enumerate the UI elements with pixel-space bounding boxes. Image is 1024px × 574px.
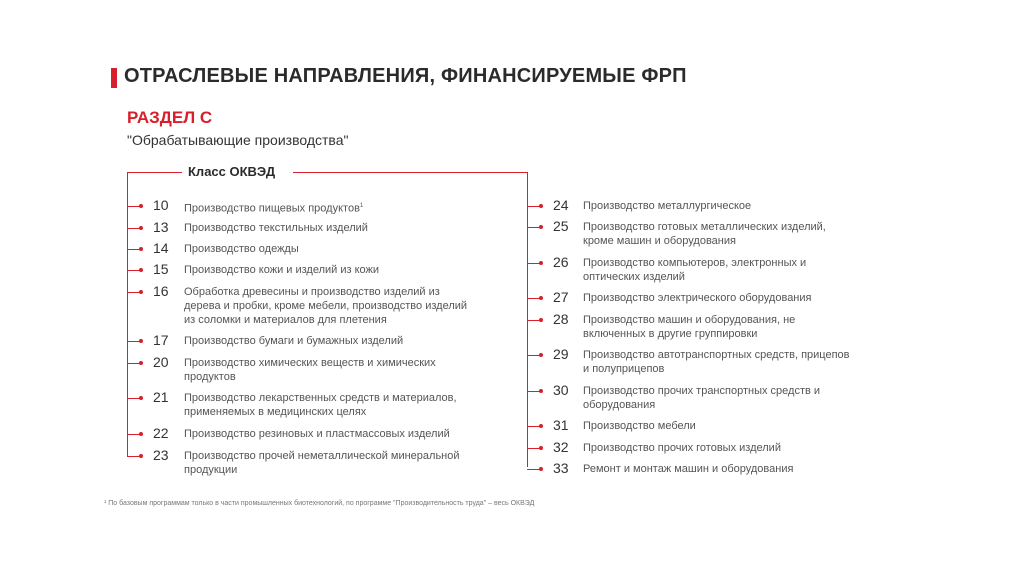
okved-description: Производство прочей неметаллической минеральной продукции [184,450,460,476]
item-dot-icon [539,225,543,229]
okved-class-label: Класс ОКВЭД [188,164,276,179]
okved-code: 16 [153,283,169,299]
okved-code: 31 [553,417,569,433]
page-title: ОТРАСЛЕВЫЕ НАПРАВЛЕНИЯ, ФИНАНСИРУЕМЫЕ ФРП [124,65,687,87]
item-dot-icon [139,226,143,230]
okved-code: 32 [553,439,569,455]
okved-description: Производство электрического оборудования [583,292,812,304]
item-dot-icon [139,247,143,251]
item-dot-icon [139,432,143,436]
okved-code: 26 [553,254,569,270]
okved-description: Производство прочих транспортных средств и оборудования [583,385,821,411]
okved-code: 28 [553,311,569,327]
okved-code: 10 [153,197,169,213]
okved-code: 23 [153,447,169,463]
okved-description: Производство бумаги и бумажных изделий [184,335,404,347]
okved-description: Производство мебели [583,420,696,432]
okved-description: Производство автотранспортных средств, прицепов и полуприцепов [583,349,850,375]
okved-code: 21 [153,389,169,405]
item-dot-icon [139,204,143,208]
section-title: РАЗДЕЛ С [127,108,213,127]
okved-code: 33 [553,460,569,476]
okved-description: Производство резиновых и пластмассовых изделий [184,428,450,440]
okved-description: Производство металлургическое [583,200,752,212]
item-dot-icon [539,261,543,265]
okved-code: 15 [153,261,169,277]
okved-code: 20 [153,354,169,370]
item-dot-icon [539,389,543,393]
item-dot-icon [139,454,143,458]
footnote: ¹ По базовым программам только в части промышленных биотехнологий, по программе "Производительность труда" – весь ОКВЭД [104,500,535,507]
okved-description: Производство одежды [184,243,299,255]
bracket-top-right [293,172,528,173]
okved-description: Производство прочих готовых изделий [583,442,781,454]
item-dot-icon [139,396,143,400]
okved-code: 24 [553,197,569,213]
bracket-top-left [127,172,182,173]
item-dot-icon [139,339,143,343]
item-dot-icon [539,467,543,471]
item-dot-icon [539,424,543,428]
footnote-marker: 1 [359,203,364,209]
okved-code: 27 [553,289,569,305]
okved-code: 13 [153,219,169,235]
left-bracket-line [127,172,128,456]
okved-code: 17 [153,332,169,348]
okved-code: 22 [153,425,169,441]
okved-description: Производство компьютеров, электронных и оптических изделий [583,257,807,283]
item-dot-icon [539,353,543,357]
okved-description: Производство пищевых продуктов$^1$ [184,202,364,215]
item-dot-icon [139,268,143,272]
okved-description: Производство лекарственных средств и материалов, применяемых в медицинских целях [184,392,457,418]
item-dot-icon [539,296,543,300]
okved-description: Производство текстильных изделий [184,222,368,234]
okved-description: Производство кожи и изделий из кожи [184,264,380,276]
item-dot-icon [539,204,543,208]
item-dot-icon [139,361,143,365]
okved-description: Производство химических веществ и химических продуктов [184,357,436,383]
item-dot-icon [139,290,143,294]
okved-code: 29 [553,346,569,362]
item-dot-icon [539,318,543,322]
okved-code: 30 [553,382,569,398]
okved-description: Ремонт и монтаж машин и оборудования [583,463,794,475]
okved-description: Производство машин и оборудования, не включенных в другие группировки [583,314,796,340]
title-accent-bar [111,68,117,88]
section-subtitle: "Обрабатывающие производства" [127,132,349,148]
item-dot-icon [539,446,543,450]
okved-code: 25 [553,218,569,234]
okved-description: Обработка древесины и производство изделий из дерева и пробки, кроме мебели, производство изделий из соломки и материалов для плетения [184,286,468,326]
okved-code: 14 [153,240,169,256]
okved-description: Производство готовых металлических изделий, кроме машин и оборудования [583,221,826,247]
